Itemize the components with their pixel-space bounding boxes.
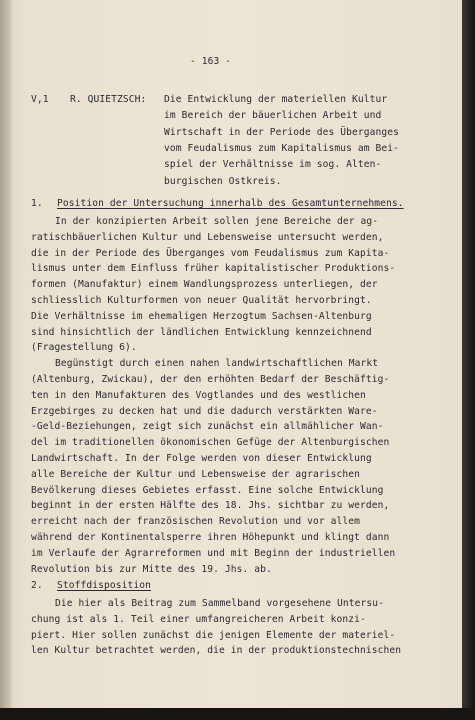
text-line: erreicht nach der französischen Revolution und vor allem — [31, 516, 361, 528]
book-edge-bottom — [0, 708, 475, 720]
text-line: beginnt in der ersten Hälfte des 18. Jhs. sichtbar zu werden, — [31, 500, 390, 512]
text-line: len Kultur betrachtet werden, die in der produktionstechnischen — [31, 645, 402, 657]
text-line: Die Verhältnisse im ehemaligen Herzogtum Sachsen-Altenburg — [31, 310, 372, 322]
text-line: schliesslich Kulturformen von neuer Qualität hervorbringt. — [31, 295, 372, 306]
text-line: burgischen Ostkreis. — [164, 175, 282, 187]
text-line: ratischbäuerlichen Kultur und Lebensweise untersucht werden, — [31, 231, 384, 243]
text-line: Revolution bis zur Mitte des 19. Jhs. ab. — [31, 563, 272, 575]
text-line: Wirtschaft in der Periode des Überganges — [164, 126, 400, 138]
text-line: ten in den Manufakturen des Vogtlandes und des westlichen — [31, 389, 366, 401]
section-1-heading: Position der Untersuchung innerhalb des Gesamtunternehmens. — [57, 198, 404, 209]
text-line: Landwirtschaft. In der Folge werden von dieser Entwicklung — [31, 453, 372, 464]
text-line: Die Entwicklung der materiellen Kultur — [164, 94, 388, 105]
text-line: im Bereich der bäuerlichen Arbeit und — [164, 110, 382, 122]
book-edge-right — [462, 0, 475, 720]
entry-author: R. QUIETZSCH: — [70, 94, 147, 105]
entry-number: V,1 — [31, 94, 49, 105]
text-line: spiel der Verhältnisse im sog. Alten- — [164, 159, 382, 171]
section-2-number: 2. — [31, 580, 43, 591]
text-line: chung ist als 1. Teil einer umfangreicheren Arbeit konzi- — [31, 613, 366, 625]
page-binding-shadow — [0, 0, 12, 708]
text-line: Begünstigt durch einen nahen landwirtschaftlichen Markt — [55, 358, 379, 370]
text-line: In der konzipierten Arbeit sollen jene Bereiche der ag- — [55, 216, 379, 227]
text-line: del im traditionellen ökonomischen Gefüge der Altenburgischen — [31, 437, 390, 449]
text-line: die in der Periode des Überganges vom Feudalismus zum Kapita- — [31, 247, 390, 259]
text-line: (Fragestellung 6). — [31, 342, 137, 354]
text-line: -Geld-Beziehungen, zeigt sich zunächst ein allmählicher Wan- — [31, 421, 384, 433]
text-line: während der Kontinentalsperre ihren Höhepunkt und klingt dann — [31, 532, 390, 543]
page-number: - 163 - — [190, 56, 232, 67]
text-line: lismus unter dem Einfluss früher kapitalistischer Produktions- — [31, 263, 396, 275]
section-1-number: 1. — [31, 198, 43, 209]
text-line: piert. Hier sollen zunächst die jenigen Elemente der materiel- — [31, 629, 396, 641]
text-line: alle Bereiche der Kultur und Lebensweise der agrarischen — [31, 468, 361, 480]
text-line: (Altenburg, Zwickau), der den erhöhten Bedarf der Beschäftig- — [31, 374, 390, 385]
text-line: vom Feudalismus zum Kapitalismus am Bei- — [164, 142, 400, 154]
text-line: im Verlaufe der Agrarreformen und mit Beginn der industriellen — [31, 547, 396, 559]
text-line: Die hier als Beitrag zum Sammelband vorgesehene Untersu- — [55, 598, 385, 609]
text-line: Bevölkerung dieses Gebietes erfasst. Eine solche Entwicklung — [31, 484, 384, 496]
section-2-heading: Stoffdisposition — [57, 580, 152, 591]
text-line: formen (Manufaktur) einem Wandlungsprozess unterliegen, der — [31, 279, 378, 291]
text-line: Erzgebirges zu decken hat und die dadurch verstärkten Ware- — [31, 405, 378, 417]
text-line: sind hinsichtlich der ländlichen Entwicklung kennzeichnend — [31, 326, 372, 338]
